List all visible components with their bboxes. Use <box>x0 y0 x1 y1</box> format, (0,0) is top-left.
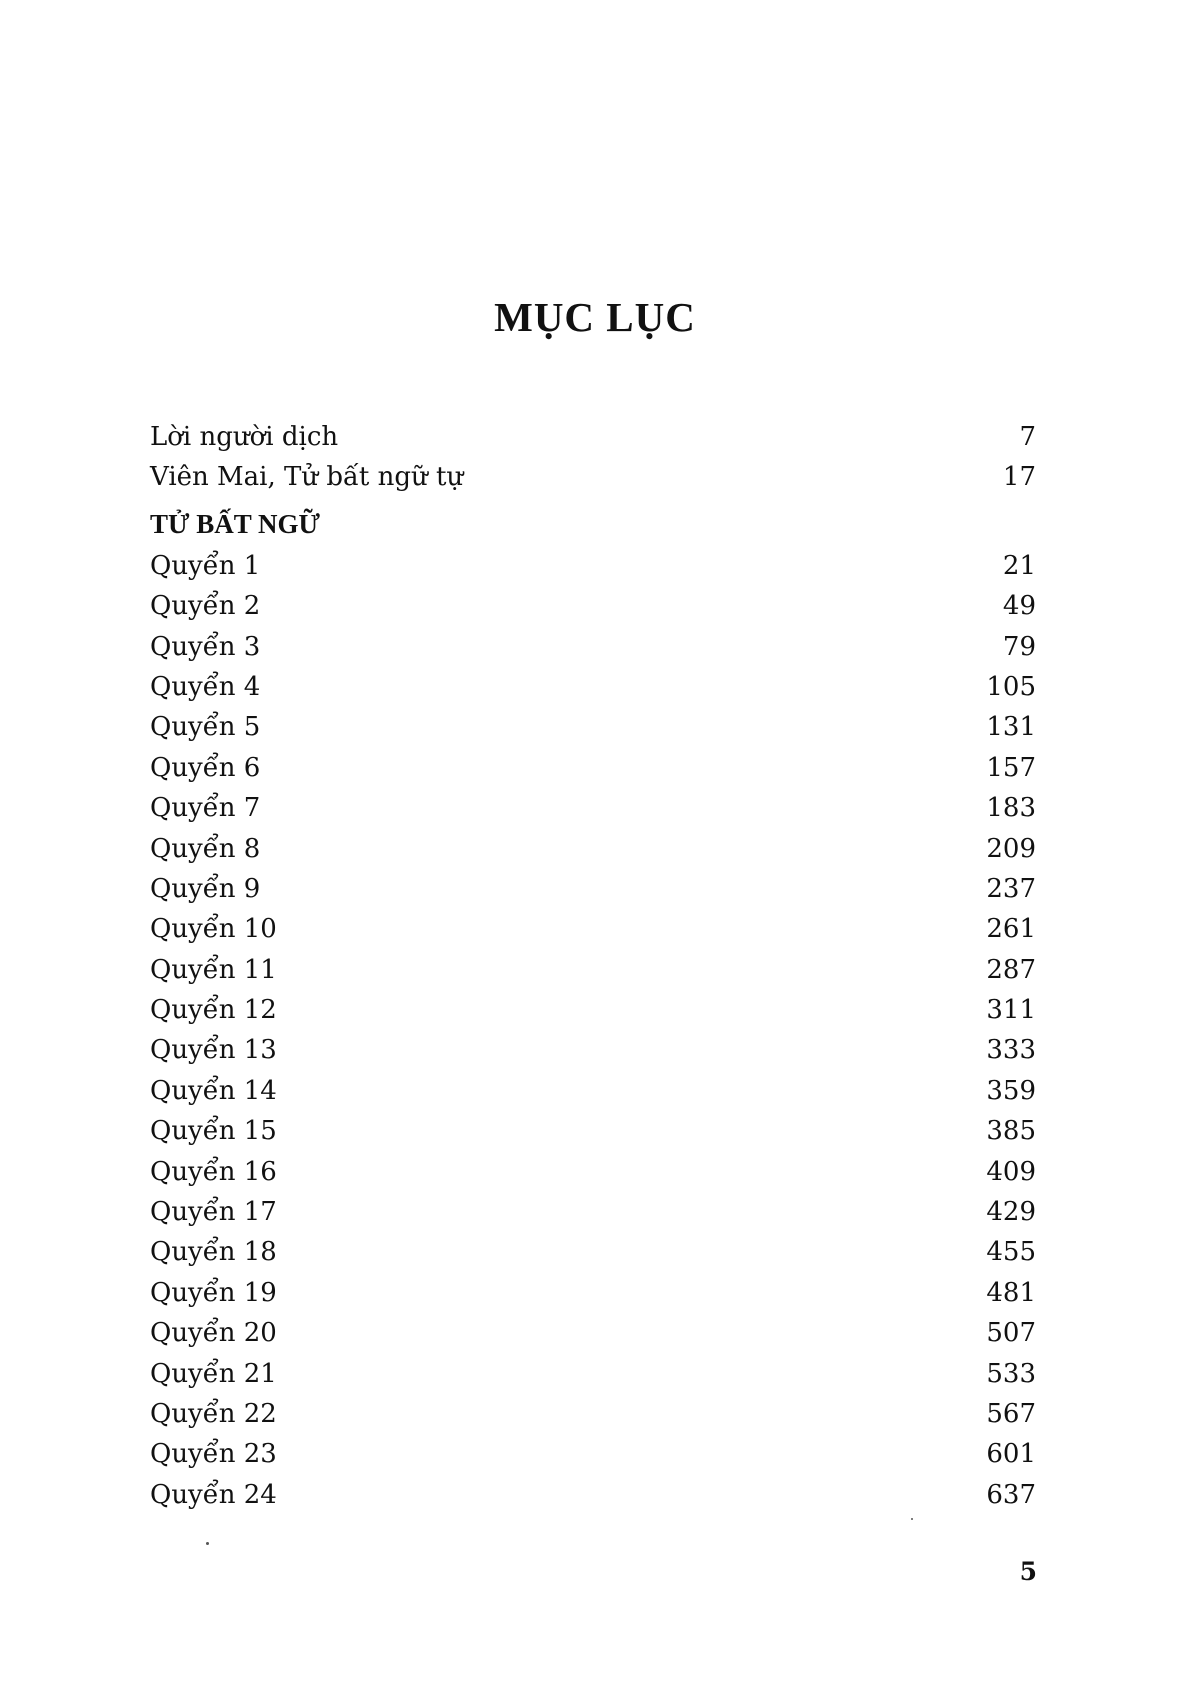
toc-entry-label: Quyển 14 <box>150 1075 277 1106</box>
toc-entry-volume <box>150 1313 1036 1353</box>
toc-entry-volume <box>150 1475 1036 1515</box>
toc-entry-volume <box>150 950 1036 990</box>
toc-entry-page: 567 <box>986 1398 1036 1429</box>
toc-entry-page: 209 <box>986 833 1036 864</box>
toc-entry-volume <box>150 1152 1036 1192</box>
toc-entry-volume <box>150 1030 1036 1070</box>
toc-entry-label: Quyển 7 <box>150 793 261 824</box>
toc-entry-volume <box>150 909 1036 949</box>
toc-entry-label: Quyển 6 <box>150 752 261 783</box>
toc-entry-page: 311 <box>986 995 1036 1026</box>
toc-entry-label: Quyển 5 <box>150 712 261 743</box>
toc-entry-volume <box>150 990 1036 1030</box>
toc-entry-label: Quyển 12 <box>150 995 277 1026</box>
toc-entry-page: 507 <box>986 1318 1036 1349</box>
toc-entry-volume <box>150 1232 1036 1272</box>
toc-entry-label: Quyển 24 <box>150 1479 277 1510</box>
toc-entry-label: Quyển 17 <box>150 1197 277 1228</box>
toc-entry-volume <box>150 1071 1036 1111</box>
toc-entry-label: Quyển 1 <box>150 550 261 581</box>
scan-speck <box>911 1518 913 1520</box>
toc-entry-page: 79 <box>1002 631 1036 662</box>
toc-entry-volume <box>150 1273 1036 1313</box>
toc-entry-volume <box>150 1434 1036 1474</box>
toc-entry-label: Quyển 3 <box>150 631 261 662</box>
toc-entry-label: Quyển 15 <box>150 1116 277 1147</box>
section-heading-label: TỬ BẤT NGỮ <box>150 508 321 539</box>
toc-entry-label: Quyển 22 <box>150 1398 277 1429</box>
toc-entry-label: Quyển 13 <box>150 1035 277 1066</box>
toc-entry-volume <box>150 869 1036 909</box>
toc-entry-label: Quyển 8 <box>150 833 261 864</box>
toc-entry-volume <box>150 1192 1036 1232</box>
toc-entry-label: Quyển 10 <box>150 914 277 945</box>
toc-entry-page: 17 <box>1002 462 1036 493</box>
toc-entry-page: 533 <box>986 1358 1036 1389</box>
toc-entry-page: 287 <box>986 954 1036 985</box>
toc-entry-page: 385 <box>986 1116 1036 1147</box>
toc-entry-label: Quyển 19 <box>150 1277 277 1308</box>
toc-entry-author-preface <box>150 457 1036 497</box>
toc-entry-page: 261 <box>986 914 1036 945</box>
toc-entry-volume <box>150 667 1036 707</box>
toc-entry-volume <box>150 1111 1036 1151</box>
toc-entry-volume <box>150 707 1036 747</box>
toc-entry-volume <box>150 627 1036 667</box>
toc-entry-page: 481 <box>986 1277 1036 1308</box>
toc-entry-page: 7 <box>1019 422 1036 452</box>
toc-entry-page: 157 <box>986 752 1036 783</box>
toc-entry-label: Quyển 18 <box>150 1237 277 1268</box>
toc-entry-page: 21 <box>1002 550 1036 581</box>
toc-entry-page: 237 <box>986 873 1036 904</box>
toc-entry-page: 333 <box>986 1035 1036 1066</box>
page-number: 5 <box>1019 1557 1037 1586</box>
toc-entry-label: Quyển 2 <box>150 591 261 622</box>
toc-entry-page: 359 <box>986 1075 1036 1106</box>
toc-entry-page: 49 <box>1002 591 1036 622</box>
toc-entry-page: 601 <box>986 1439 1036 1470</box>
toc-entry-page: 131 <box>986 712 1036 743</box>
toc-entry-page: 105 <box>986 671 1036 702</box>
toc-entry-volume <box>150 1354 1036 1394</box>
toc-entry-volume <box>150 829 1036 869</box>
toc-entry-label: Quyển 16 <box>150 1156 277 1187</box>
toc-entry-page: 429 <box>986 1197 1036 1228</box>
toc-entry-volume <box>150 788 1036 828</box>
toc-entry-translator-preface <box>150 417 1036 457</box>
toc-entry-page: 637 <box>986 1479 1036 1510</box>
toc-entry-page: 183 <box>986 793 1036 824</box>
toc-entry-volume <box>150 586 1036 626</box>
toc-section-heading <box>150 498 1036 546</box>
toc-entry-volume <box>150 1394 1036 1434</box>
toc-entry-label: Quyển 4 <box>150 671 261 702</box>
toc-entry-label: Lời người dịch <box>150 422 339 452</box>
toc-entry-label: Quyển 20 <box>150 1318 277 1349</box>
toc-entry-page: 409 <box>986 1156 1036 1187</box>
toc-entry-label: Viên Mai, Tử bất ngữ tự <box>150 462 464 493</box>
toc-entry-label: Quyển 23 <box>150 1439 277 1470</box>
toc-entry-volume <box>150 748 1036 788</box>
table-of-contents <box>150 417 1036 1515</box>
toc-entry-label: Quyển 9 <box>150 873 261 904</box>
page-title: MỤC LỤC <box>494 294 696 340</box>
toc-entry-page: 455 <box>986 1237 1036 1268</box>
scan-speck <box>206 1542 209 1545</box>
toc-entry-label: Quyển 21 <box>150 1358 277 1389</box>
toc-entry-label: Quyển 11 <box>150 954 277 985</box>
toc-entry-volume <box>150 546 1036 586</box>
